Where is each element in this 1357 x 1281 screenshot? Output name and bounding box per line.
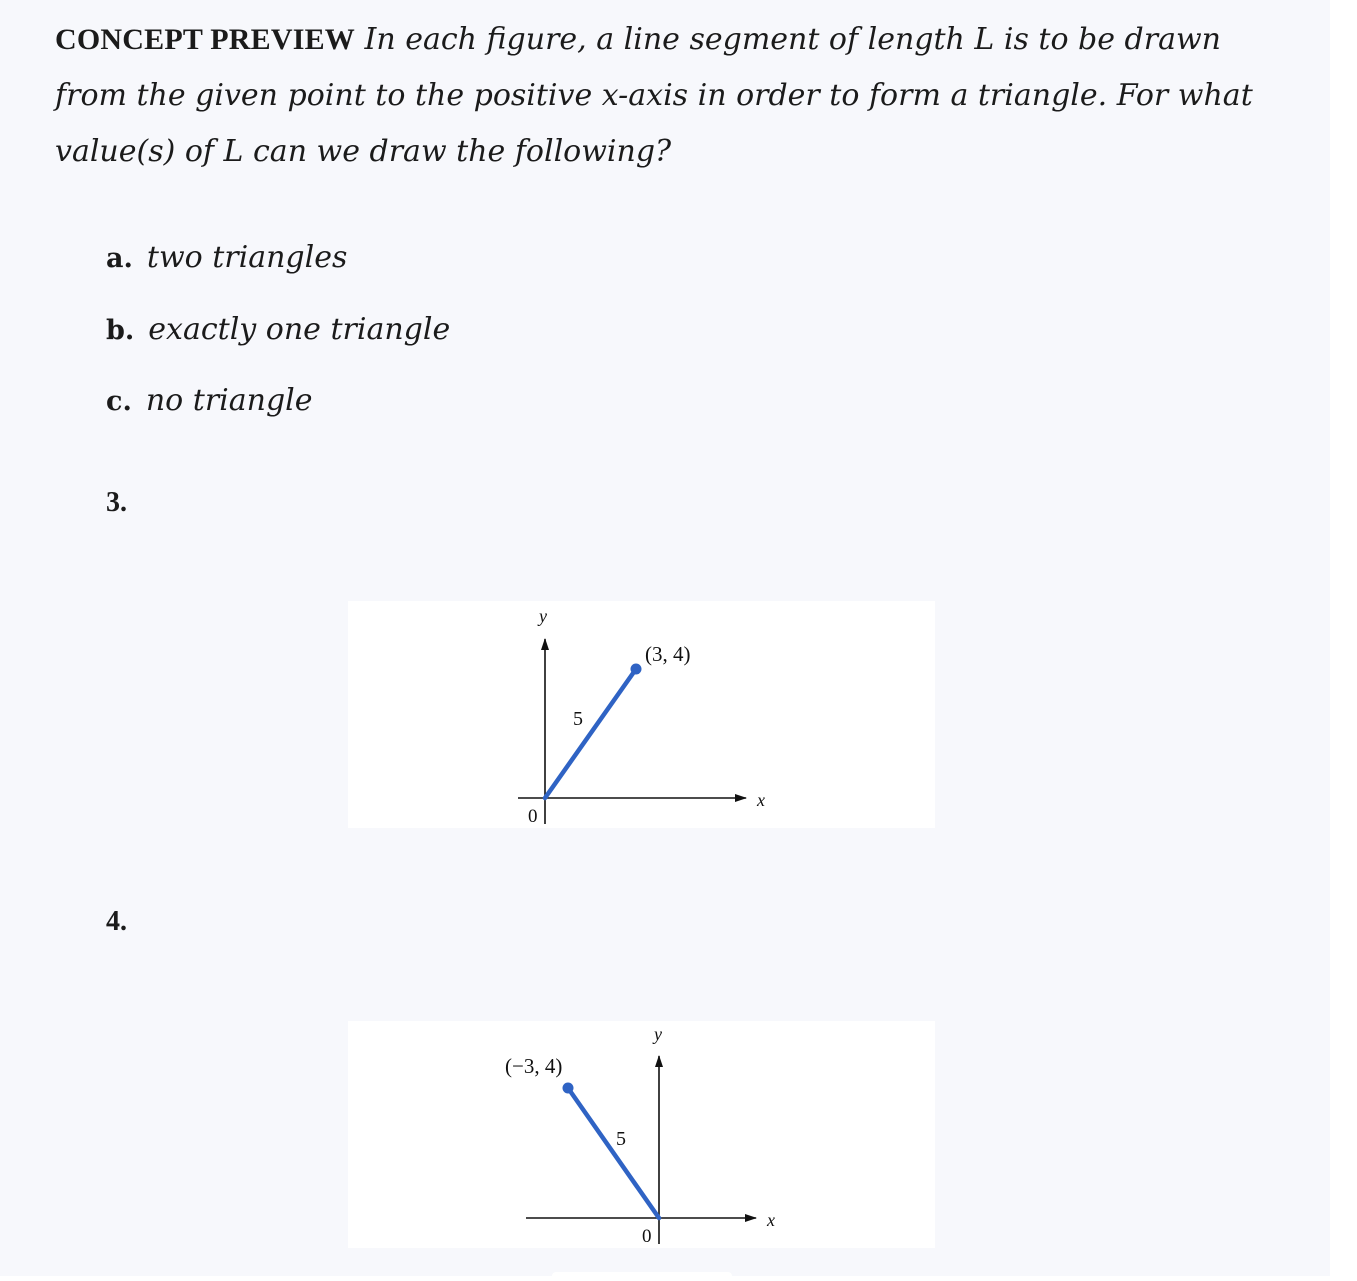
part-b — [106, 310, 450, 351]
origin-label: 0 — [528, 806, 538, 827]
part-a-label: a. — [106, 243, 133, 274]
part-b-label: b. — [106, 315, 135, 346]
concept-preview-intro — [55, 12, 1265, 180]
point-label: (−3, 4) — [505, 1054, 563, 1078]
part-c — [106, 381, 313, 422]
part-a — [106, 238, 347, 279]
point-neg3-4 — [563, 1083, 574, 1094]
problem-3-number: 3. — [106, 487, 127, 518]
origin-label: 0 — [642, 1226, 652, 1247]
part-c-text: no triangle — [145, 383, 313, 418]
y-axis-label: y — [539, 606, 547, 626]
intro-lead: CONCEPT PREVIEW — [55, 23, 355, 56]
part-b-text: exactly one triangle — [148, 312, 451, 347]
y-axis-label: y — [654, 1024, 662, 1044]
problem-4-number: 4. — [106, 906, 127, 937]
segment-length-5 — [545, 669, 636, 798]
intro-question: In each figure, a line segment of length L is to be drawn from the given point to the positive x-axis in order to form a triangle. For what value(s) of L can we draw the following? — [55, 22, 1253, 169]
figure-problem-3 — [348, 601, 935, 828]
segment-length-label: 5 — [573, 708, 583, 730]
segment-length-5 — [568, 1088, 659, 1218]
x-axis-label: x — [757, 790, 765, 810]
bottom-tab — [552, 1272, 732, 1281]
figure-3-svg — [348, 601, 935, 828]
figure-4-svg — [348, 1021, 935, 1248]
part-a-text: two triangles — [146, 240, 348, 275]
point-3-4 — [631, 664, 642, 675]
figure-problem-4 — [348, 1021, 935, 1248]
part-c-label: c. — [106, 386, 132, 417]
x-axis-label: x — [767, 1210, 775, 1230]
segment-length-label: 5 — [616, 1128, 626, 1150]
point-label: (3, 4) — [645, 642, 691, 666]
